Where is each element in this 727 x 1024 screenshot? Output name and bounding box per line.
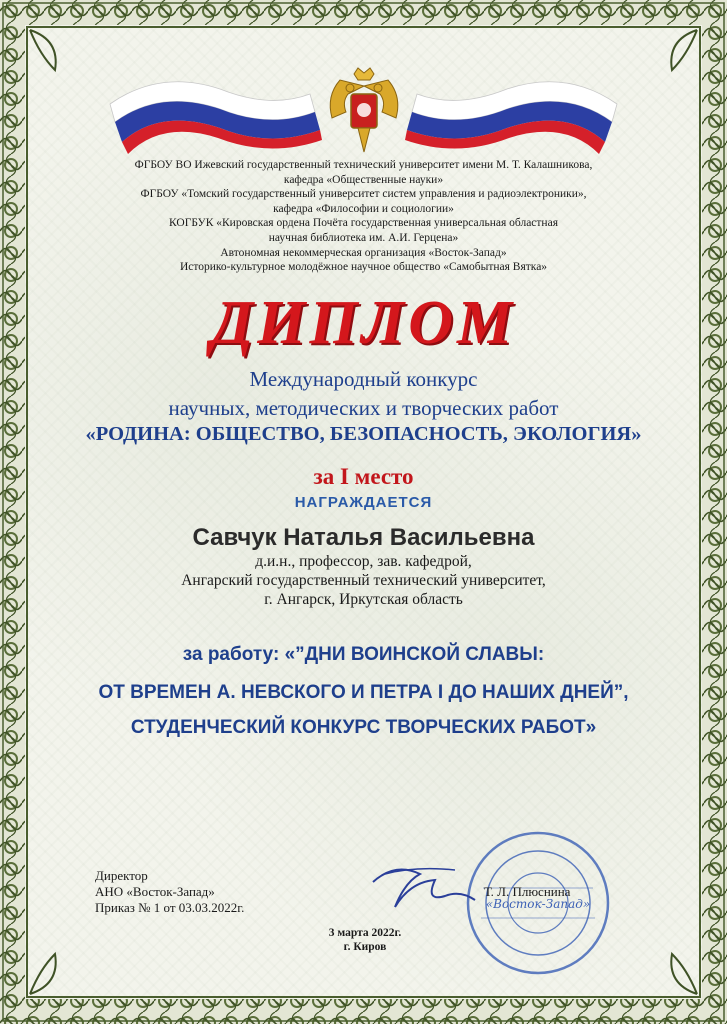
organizer-line: научная библиотека им. А.И. Герцена» bbox=[268, 231, 459, 244]
organizer-line: ФГБОУ ВО Ижевский государственный технический университет имени М. Т. Калашникова, bbox=[134, 159, 593, 171]
recipient-position: д.и.н., профессор, зав. кафедрой, bbox=[255, 553, 472, 570]
awarded-label: НАГРАЖДАЕТСЯ bbox=[294, 494, 433, 511]
recipient-info bbox=[0, 552, 727, 609]
order-number: Приказ № 1 от 03.03.2022г. bbox=[95, 900, 245, 915]
recipient-location: г. Ангарск, Иркутская область bbox=[264, 591, 463, 608]
date-city: г. Киров bbox=[343, 941, 387, 953]
issue-date bbox=[300, 926, 430, 954]
organizers-list bbox=[0, 158, 727, 275]
handwritten-signature-icon bbox=[365, 852, 485, 922]
organizer-line: кафедра «Общественные науки» bbox=[283, 173, 444, 186]
recipient-name: Савчук Наталья Васильевна bbox=[192, 524, 535, 551]
contest-line-1: Международный конкурс bbox=[249, 367, 478, 391]
contest-line-2: научных, методических и творческих работ bbox=[168, 396, 559, 420]
organizer-line: ФГБОУ «Томский государственный университет систем управления и радиоэлектроники», bbox=[140, 188, 587, 201]
coat-of-arms-icon bbox=[318, 66, 410, 158]
organizer-line: КОГБУК «Кировская ордена Почёта государственная универсальная областная bbox=[169, 217, 558, 230]
signer-name: Т. Л. Плюснина bbox=[484, 884, 571, 899]
date-text: 3 марта 2022г. bbox=[328, 927, 402, 939]
seal-center-text: «Восток-Запад» bbox=[485, 897, 591, 911]
work-title-line-1: за работу: «”ДНИ ВОИНСКОЙ СЛАВЫ: bbox=[182, 644, 545, 665]
organization-seal-icon bbox=[463, 828, 613, 978]
work-title-line-2: ОТ ВРЕМЕН А. НЕВСКОГО И ПЕТРА I ДО НАШИХ ДНЕЙ”, bbox=[98, 682, 629, 703]
director-org: АНО «Восток-Запад» bbox=[95, 884, 215, 899]
diploma-title: ДИПЛОМ bbox=[210, 289, 517, 357]
organizer-line: кафедра «Философии и социологии» bbox=[273, 202, 454, 215]
director-role: Директор bbox=[95, 868, 148, 883]
work-title-line-3: СТУДЕНЧЕСКИЙ КОНКУРС ТВОРЧЕСКИХ РАБОТ» bbox=[130, 717, 597, 738]
place-award: за I место bbox=[313, 464, 414, 489]
recipient-organization: Ангарский государственный технический университет, bbox=[181, 572, 546, 589]
organizer-line: Автономная некоммерческая организация «Восток-Запад» bbox=[220, 246, 507, 259]
organizer-line: Историко-культурное молодёжное научное общество «Самобытная Вятка» bbox=[179, 261, 548, 274]
contest-name: «РОДИНА: ОБЩЕСТВО, БЕЗОПАСНОСТЬ, ЭКОЛОГИЯ» bbox=[85, 423, 642, 445]
director-block bbox=[95, 868, 244, 916]
